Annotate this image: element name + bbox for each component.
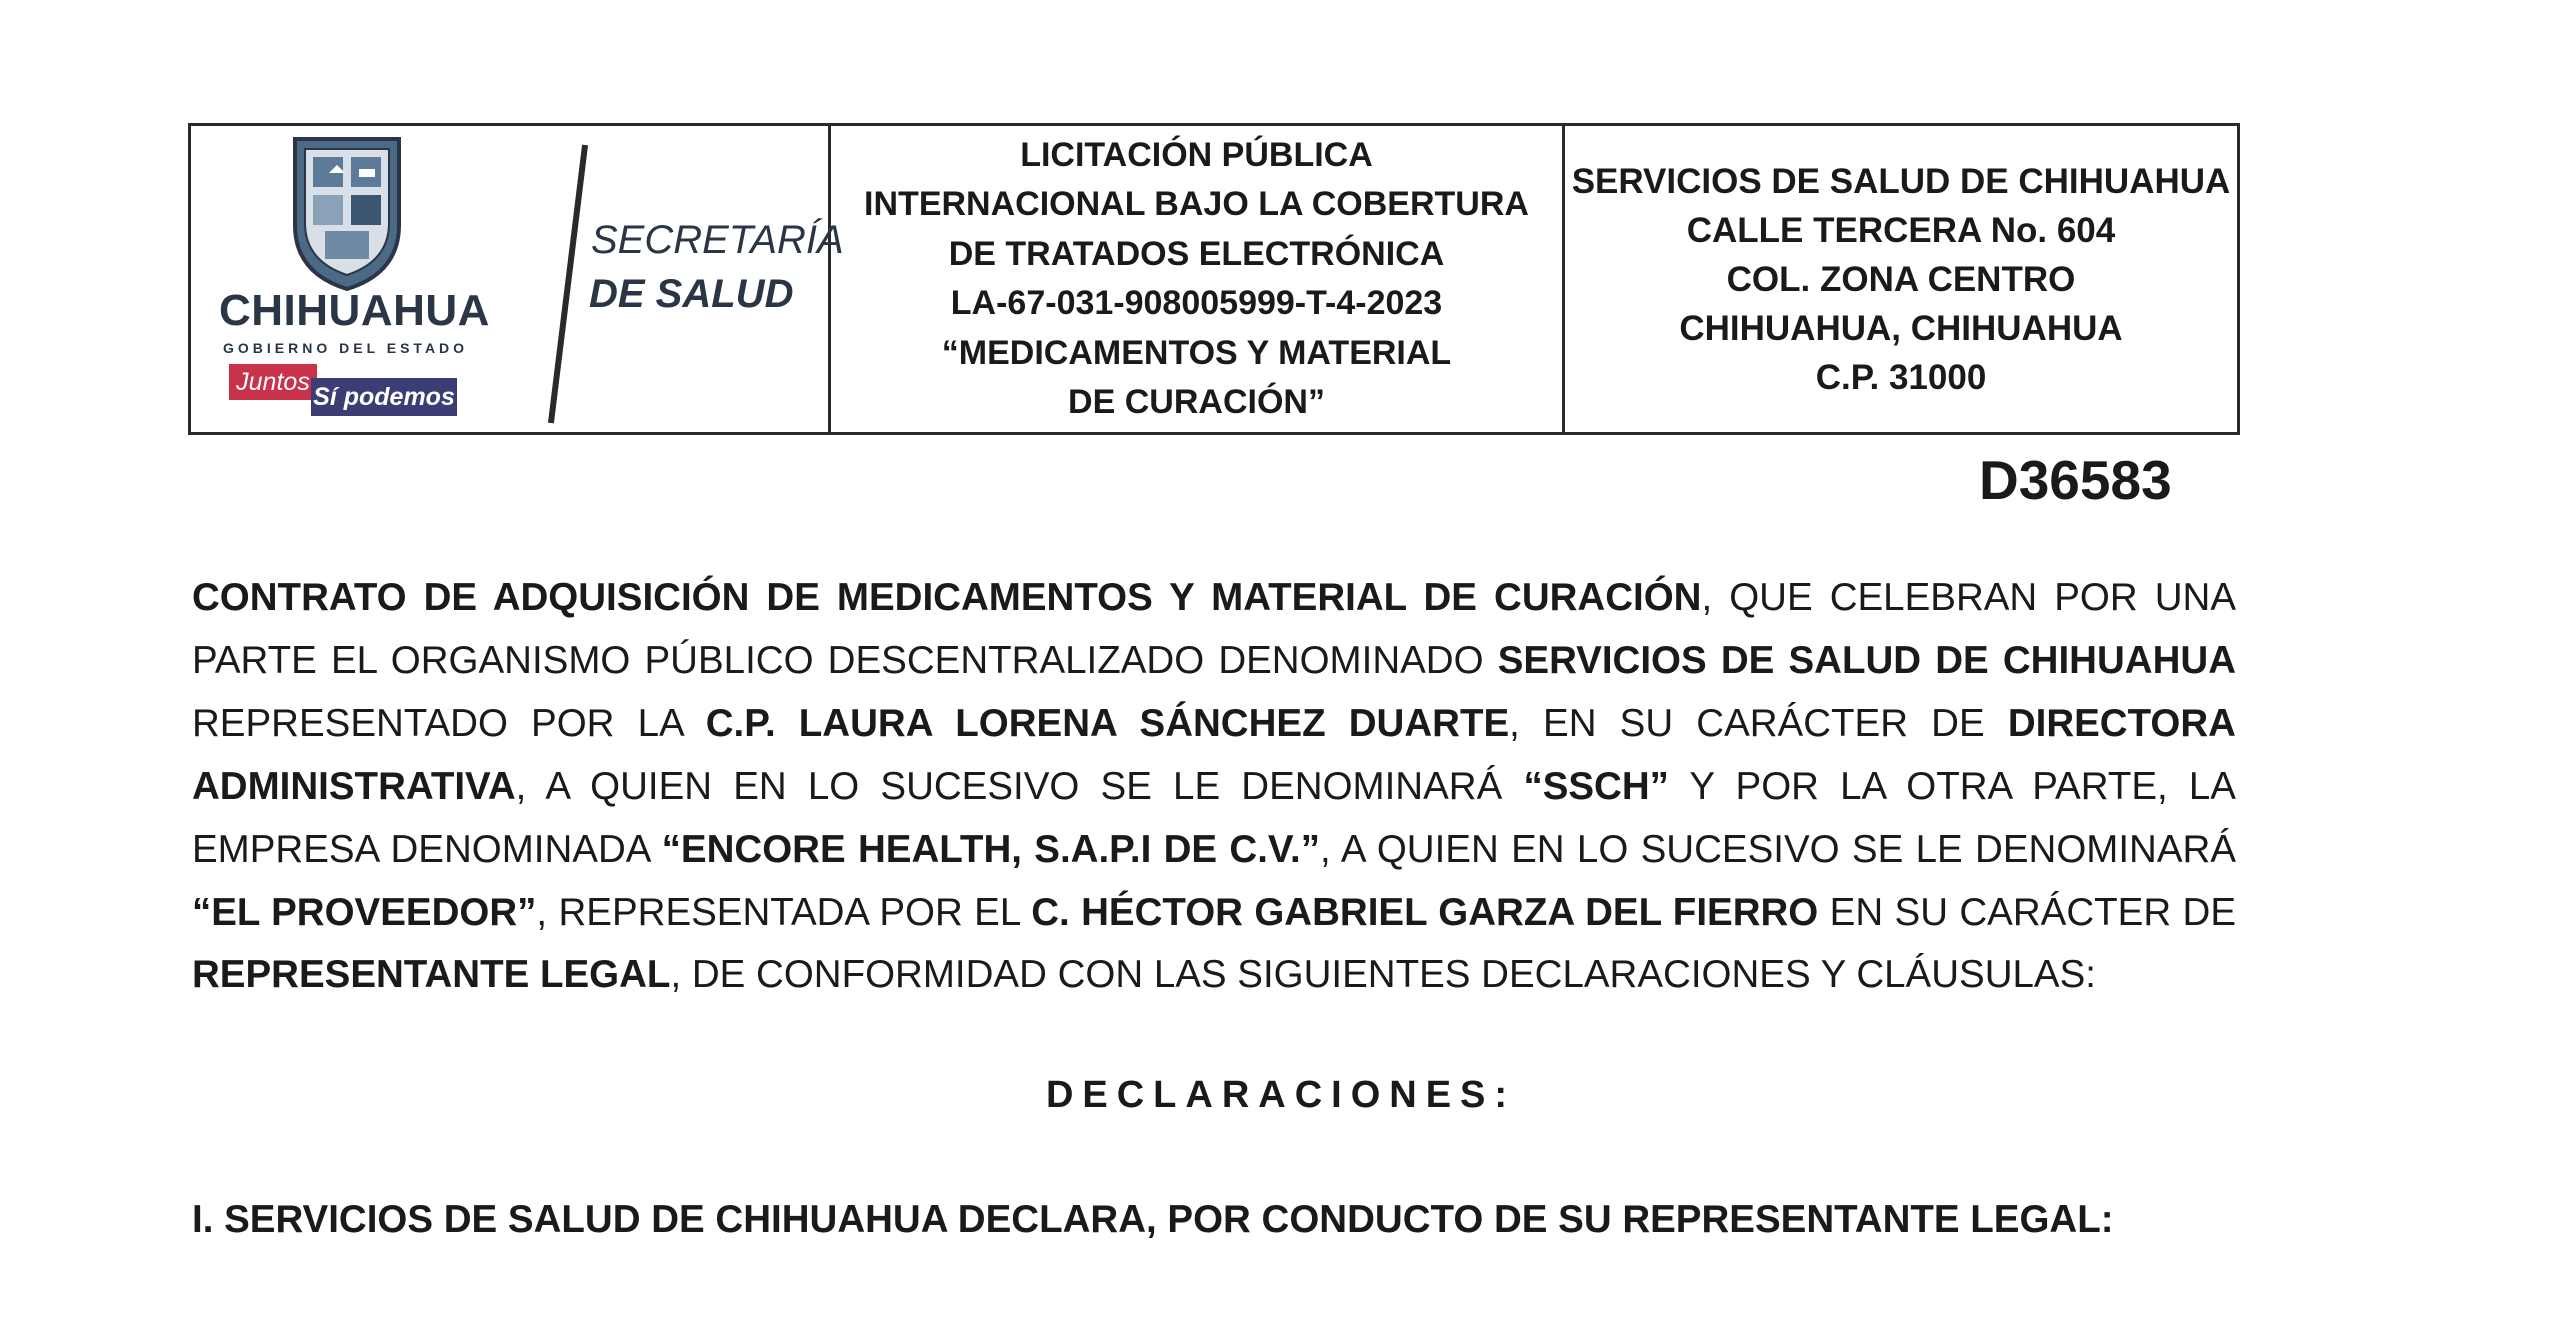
preamble-segment: DIRECTORA ADMINISTRATIVA <box>192 701 2236 808</box>
section-heading: I. SERVICIOS DE SALUD DE CHIHUAHUA DECLARA, POR CONDUCTO DE SU REPRESENTANTE LEGAL: <box>192 1198 2114 1241</box>
preamble-segment: , A QUIEN EN LO SUCESIVO SE LE DENOMINARÁ <box>515 764 1524 808</box>
preamble-segment: Y POR LA OTRA PARTE, LA EMPRESA DENOMINADA <box>192 764 2236 871</box>
preamble-segment: “SSCH” <box>1523 764 1669 808</box>
tender-line: “MEDICAMENTOS Y MATERIAL <box>941 333 1452 372</box>
department-line1: SECRETARÍA <box>591 218 844 262</box>
tender-info <box>864 131 1529 428</box>
address-line: C.P. 31000 <box>1815 357 1987 397</box>
preamble-segment: , QUE CELEBRAN POR UNA PARTE EL ORGANISMO PÚBLICO DESCENTRALIZADO DENOMINADO <box>192 576 2237 682</box>
preamble-segment: “EL PROVEEDOR” <box>192 890 537 934</box>
preamble-segment: “ENCORE HEALTH, S.A.P.I DE C.V.” <box>661 827 1321 871</box>
brand-wordmark: CHIHUAHUA <box>219 286 490 335</box>
header-table <box>188 123 2240 435</box>
address-line: COL. ZONA CENTRO <box>1726 259 2076 299</box>
preamble-segment: C. HÉCTOR GABRIEL GARZA DEL FIERRO <box>1031 890 1819 934</box>
brand-subtitle: GOBIERNO DEL ESTADO <box>223 340 469 356</box>
preamble-segment: , EN SU CARÁCTER DE <box>1509 701 2008 745</box>
preamble-segment: , A QUIEN EN LO SUCESIVO SE LE DENOMINARÁ <box>1320 827 2236 871</box>
tender-line: INTERNACIONAL BAJO LA COBERTURA <box>864 185 1529 223</box>
address-line: SERVICIOS DE SALUD DE CHIHUAHUA <box>1571 161 2231 201</box>
address-line: CALLE TERCERA No. 604 <box>1686 210 2116 250</box>
document-code: D36583 <box>1979 449 2172 511</box>
slogan-part2: Sí podemos <box>311 378 457 416</box>
address-cell <box>1565 126 2237 432</box>
tender-line: LA-67-031-908005999-T-4-2023 <box>950 284 1443 322</box>
preamble-segment: SERVICIOS DE SALUD DE CHIHUAHUA <box>1497 638 2236 682</box>
address-info <box>1572 157 2231 402</box>
department-line2: DE SALUD <box>589 272 794 316</box>
declarations-title: DECLARACIONES: <box>1045 1074 1517 1116</box>
preamble-segment: REPRESENTADO POR LA <box>192 701 706 745</box>
tender-line: LICITACIÓN PÚBLICA <box>1020 135 1373 174</box>
preamble-segment: , DE CONFORMIDAD CON LAS SIGUIENTES DECLARACIONES Y CLÁUSULAS: <box>670 953 2096 997</box>
preamble-segment: EN SU CARÁCTER DE <box>1818 890 2237 934</box>
tender-line: DE TRATADOS ELECTRÓNICA <box>948 234 1445 273</box>
tender-line: DE CURACIÓN” <box>1068 383 1325 421</box>
preamble-segment: , REPRESENTADA POR EL <box>536 890 1032 934</box>
preamble-segment: CONTRATO DE ADQUISICIÓN DE MEDICAMENTOS Y MATERIAL DE CURACIÓN <box>192 576 1702 619</box>
contract-preamble <box>192 567 2236 1007</box>
preamble-segment: C.P. LAURA LORENA SÁNCHEZ DUARTE <box>705 701 1510 745</box>
slogan-part1: Juntos <box>229 364 317 400</box>
address-line: CHIHUAHUA, CHIHUAHUA <box>1679 308 2123 348</box>
preamble-segment: REPRESENTANTE LEGAL <box>192 953 671 997</box>
state-coat-of-arms-icon <box>289 133 405 293</box>
tender-cell <box>831 126 1565 432</box>
logo-cell <box>191 126 844 432</box>
divider-slash <box>548 145 588 424</box>
slogan-badge <box>229 364 457 416</box>
